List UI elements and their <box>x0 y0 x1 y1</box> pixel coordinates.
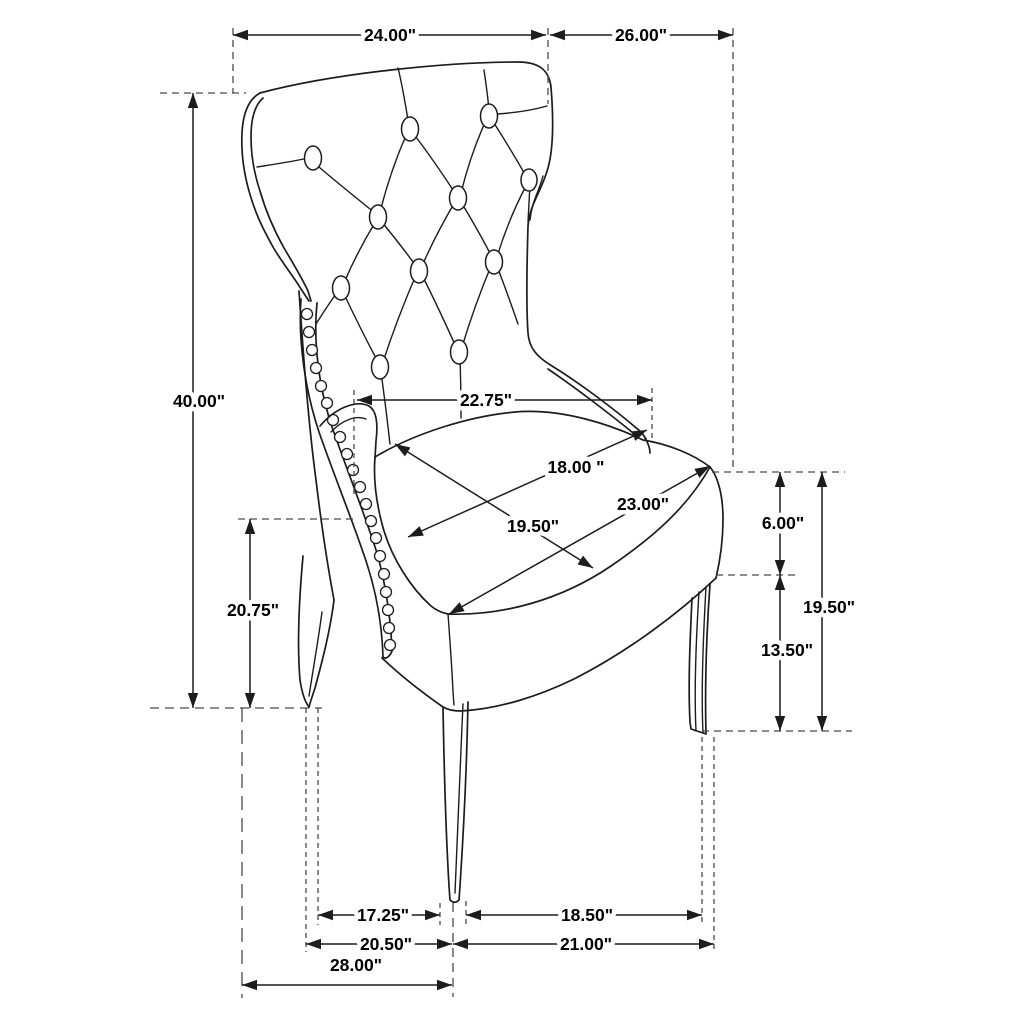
dimension-seat-back-width <box>357 390 652 410</box>
footprint-left-label: 20.50" <box>359 934 413 954</box>
seat-depth-inner-label: 18.00 " <box>547 457 605 477</box>
dimension-arrowhead <box>817 472 827 487</box>
seat-back-width-label: 22.75" <box>459 390 513 410</box>
dimension-back-width-top <box>233 25 546 45</box>
dimension-arrowhead <box>437 980 452 990</box>
dimension-arrowhead <box>245 519 255 534</box>
dimension-arrowhead <box>550 30 565 40</box>
dimension-arrowhead <box>531 30 546 40</box>
seat-front-width-line <box>449 466 710 614</box>
arm-height-label: 20.75" <box>226 600 280 620</box>
dimension-arrowhead <box>395 444 410 456</box>
chair-back-outline <box>242 62 650 453</box>
dimension-arrowhead <box>233 30 248 40</box>
dimension-arrowhead <box>408 526 424 537</box>
dimension-arm-height <box>227 519 279 708</box>
dimension-arrowhead <box>775 560 785 575</box>
dimension-leg-gap-right <box>466 905 702 925</box>
overall-height-label: 40.00" <box>172 391 226 411</box>
dimension-arrowhead <box>453 939 468 949</box>
dimension-arrowhead <box>245 693 255 708</box>
leg-height-right-label: 13.50" <box>760 640 814 660</box>
dimension-arrowhead <box>318 910 333 920</box>
seat-front-width-label: 23.00" <box>616 494 670 514</box>
dimension-arrowhead <box>306 939 321 949</box>
dimension-footprint-left <box>306 934 452 954</box>
dimension-arrowhead <box>466 910 481 920</box>
dimension-arrowhead <box>437 939 452 949</box>
leg-gap-right-label: 18.50" <box>560 905 614 925</box>
dimension-arrowhead <box>188 693 198 708</box>
dimension-seat-height <box>803 472 855 731</box>
dimension-arrowhead <box>687 910 702 920</box>
nailhead-trim-strip <box>300 299 395 658</box>
dimension-arrowhead <box>449 602 465 614</box>
dimension-arrowhead <box>637 395 652 405</box>
dimension-leg-gap-left <box>318 905 440 925</box>
dimension-arrowhead <box>775 575 785 590</box>
leg-gap-left-label: 17.25" <box>356 905 410 925</box>
dimension-seat-thickness <box>762 472 804 575</box>
front-leg <box>443 702 468 902</box>
seat-height-label: 19.50" <box>802 597 856 617</box>
chair-line-art <box>242 62 723 902</box>
dimension-footprint-right <box>453 934 714 954</box>
back-width-top-label: 24.00" <box>363 25 417 45</box>
dimension-arrowhead <box>718 30 733 40</box>
dimension-seat-front-width <box>449 466 710 614</box>
footprint-depth-label: 28.00" <box>329 955 383 975</box>
dimension-arrowhead <box>775 472 785 487</box>
overall-depth-top-label: 26.00" <box>614 25 668 45</box>
dimension-arrowhead <box>242 980 257 990</box>
dimension-footprint-depth <box>242 955 452 990</box>
seat-diagonal-label: 19.50" <box>506 516 560 536</box>
footprint-right-label: 21.00" <box>559 934 613 954</box>
seat-thickness-label: 6.00" <box>761 513 805 533</box>
dimension-arrowhead <box>425 910 440 920</box>
dimension-arrowhead <box>578 556 593 568</box>
dimension-arrowhead <box>188 93 198 108</box>
dimension-arrowhead <box>817 716 827 731</box>
dimension-overall-depth-top <box>550 25 733 45</box>
dimension-arrowhead <box>699 939 714 949</box>
dimension-arrowhead <box>775 716 785 731</box>
right-leg <box>689 584 710 734</box>
dimension-overall-height <box>173 93 225 708</box>
dimension-annotations <box>173 25 855 990</box>
